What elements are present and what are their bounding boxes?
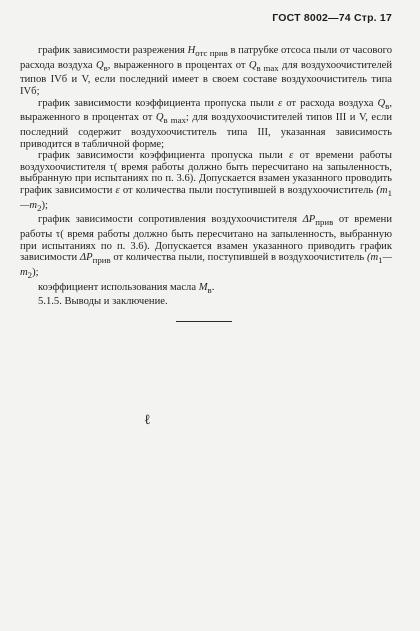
- page-header: [272, 12, 392, 24]
- paragraph-5: коэффициент использования масла $M_в$.: [38, 281, 215, 295]
- page-number: Стр. 17: [353, 12, 392, 24]
- body-text: [20, 45, 392, 308]
- stray-mark: ℓ: [144, 413, 151, 428]
- paragraph-2: график зависимости коэффициента пропуска пыли ε от расхода воздуха $Q_в$, выраженного в процентах от $Q_{в max}$; для воздухоочистителей типов III и V, если последний содержит воздухоочиститель типа III, указанная зависимость приводится в табличной форме;: [20, 97, 392, 150]
- section-heading: 5.1.5. Выводы и заключение.: [38, 296, 168, 308]
- paragraph-1: график зависимости разрежения $H_{отс прив}$ в патрубке отсоса пыли от часового расхода воздуха $Q_в$, выраженного в процентах от $Q_{в max}$ для воздухоочистителей типов IVб и V, если последний имеет в своем составе воздухоочиститель типа IVб;: [20, 45, 393, 97]
- paragraph-3: график зависимости коэффициента пропуска пыли ε от времени работы воздухоочистителя τ( время работы должно быть пересчитано на запыленность, выбранную при испытаниях по п. 3.6). Допускается взамен указанного проводить график зависимости ε от количества пыли поступившей в воздухоочиститель $(m_1—m_2)$;: [20, 150, 392, 213]
- symbol-h: H: [187, 45, 196, 56]
- section-divider: [176, 321, 232, 322]
- paragraph-4: график зависимости сопротивления воздухоочистителя $\Delta P_{прив}$ от времени работы τ( время работы должно быть пересчитано на запыленность, выбранную при испытаниях по п. 3.6). Допускается взамен указанного приводить график зависимости $\Delta P_{прив}$ от количества пыли, поступившей в воздухоочиститель $(m_1—m_2)$;: [20, 214, 392, 281]
- standard-number: ГОСТ 8002—74: [272, 12, 351, 24]
